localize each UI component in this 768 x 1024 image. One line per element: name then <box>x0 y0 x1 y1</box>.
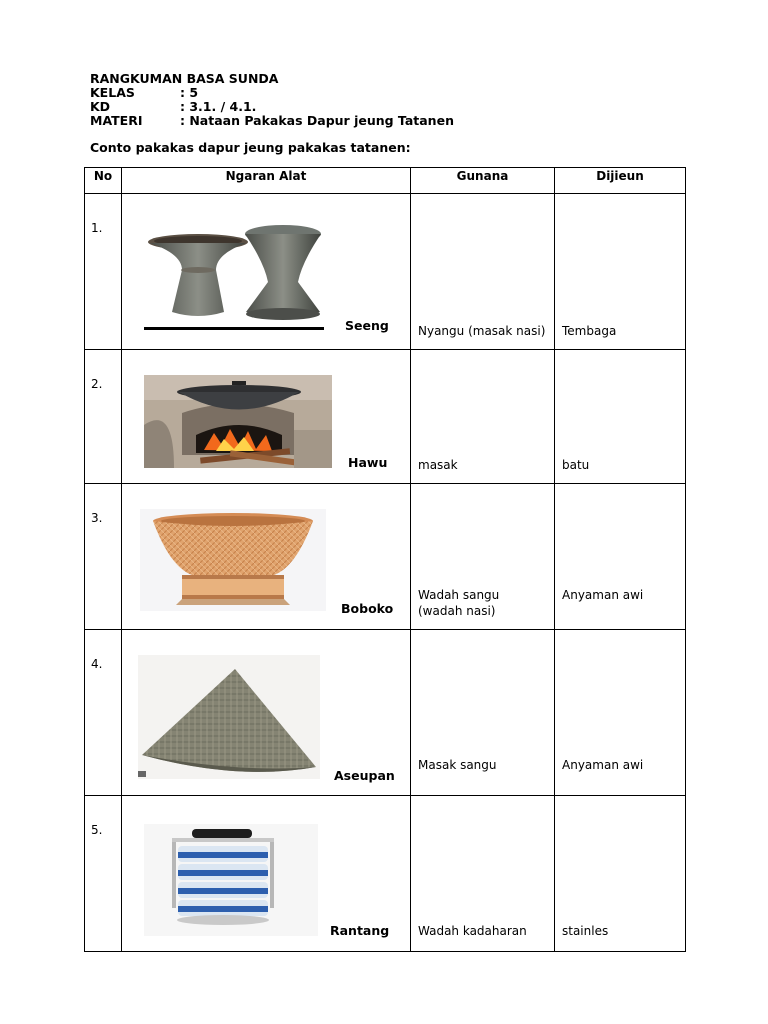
kd-row <box>90 100 454 114</box>
document-title: RANGKUMAN BASA SUNDA <box>90 71 279 86</box>
gunana-text: Masak sangu <box>418 758 497 772</box>
cell-no <box>85 484 122 630</box>
dijieun-text: batu <box>562 458 590 472</box>
dijieun-text: Tembaga <box>562 324 617 338</box>
rantang-container-image <box>144 824 318 936</box>
intro-text: Conto pakakas dapur jeung pakakas tatanen: <box>90 140 411 155</box>
tools-table <box>84 167 686 952</box>
cell-name <box>122 630 411 796</box>
cell-dijieun <box>555 796 686 952</box>
cell-no <box>85 194 122 350</box>
item-name: Aseupan <box>334 768 395 783</box>
gunana-text: masak <box>418 458 458 472</box>
dijieun-text: stainles <box>562 924 609 938</box>
cell-dijieun <box>555 194 686 350</box>
row-number: 5. <box>91 823 103 837</box>
hawu-stove-image <box>144 375 332 468</box>
cell-dijieun <box>555 484 686 630</box>
materi-value: : Nataan Pakakas Dapur jeung Tatanen <box>180 113 454 128</box>
gunana-text: Wadah sangu (wadah nasi) <box>418 588 500 618</box>
table-row <box>85 350 686 484</box>
cell-gunana <box>411 484 555 630</box>
cell-no <box>85 630 122 796</box>
cell-dijieun <box>555 350 686 484</box>
gunana-text: Wadah kadaharan <box>418 924 527 938</box>
table-row <box>85 194 686 350</box>
table-row <box>85 484 686 630</box>
header-dijieun: Dijieun <box>555 168 686 194</box>
header-no: No <box>85 168 122 194</box>
item-name: Seeng <box>345 318 389 333</box>
row-number: 2. <box>91 377 103 391</box>
cell-name <box>122 796 411 952</box>
item-name: Hawu <box>348 455 388 470</box>
item-name: Boboko <box>341 601 394 616</box>
kelas-row <box>90 86 454 100</box>
dijieun-text: Anyaman awi <box>562 588 644 602</box>
document-header <box>90 72 454 128</box>
row-number: 4. <box>91 657 103 671</box>
header-ngaran-alat: Ngaran Alat <box>122 168 411 194</box>
cell-no <box>85 350 122 484</box>
aseupan-cone-image <box>138 655 320 779</box>
cell-gunana <box>411 796 555 952</box>
cell-name <box>122 484 411 630</box>
kd-value: : 3.1. / 4.1. <box>180 99 257 114</box>
row-number: 3. <box>91 511 103 525</box>
item-name: Rantang <box>330 923 390 938</box>
cell-gunana <box>411 194 555 350</box>
cell-name <box>122 194 411 350</box>
table-row <box>85 796 686 952</box>
kelas-value: : 5 <box>180 85 199 100</box>
table-row <box>85 630 686 796</box>
boboko-basket-image <box>140 509 326 611</box>
seeng-pot-image <box>144 222 326 330</box>
header-gunana: Gunana <box>411 168 555 194</box>
cell-gunana <box>411 350 555 484</box>
cell-no <box>85 796 122 952</box>
materi-row <box>90 114 454 128</box>
dijieun-text: Anyaman awi <box>562 758 644 772</box>
cell-dijieun <box>555 630 686 796</box>
cell-name <box>122 350 411 484</box>
gunana-text: Nyangu (masak nasi) <box>418 324 546 338</box>
kd-label: KD <box>90 99 111 114</box>
row-number: 1. <box>91 221 103 235</box>
cell-gunana <box>411 630 555 796</box>
kelas-label: KELAS <box>90 85 135 100</box>
materi-label: MATERI <box>90 113 143 128</box>
table-header-row <box>85 168 686 194</box>
